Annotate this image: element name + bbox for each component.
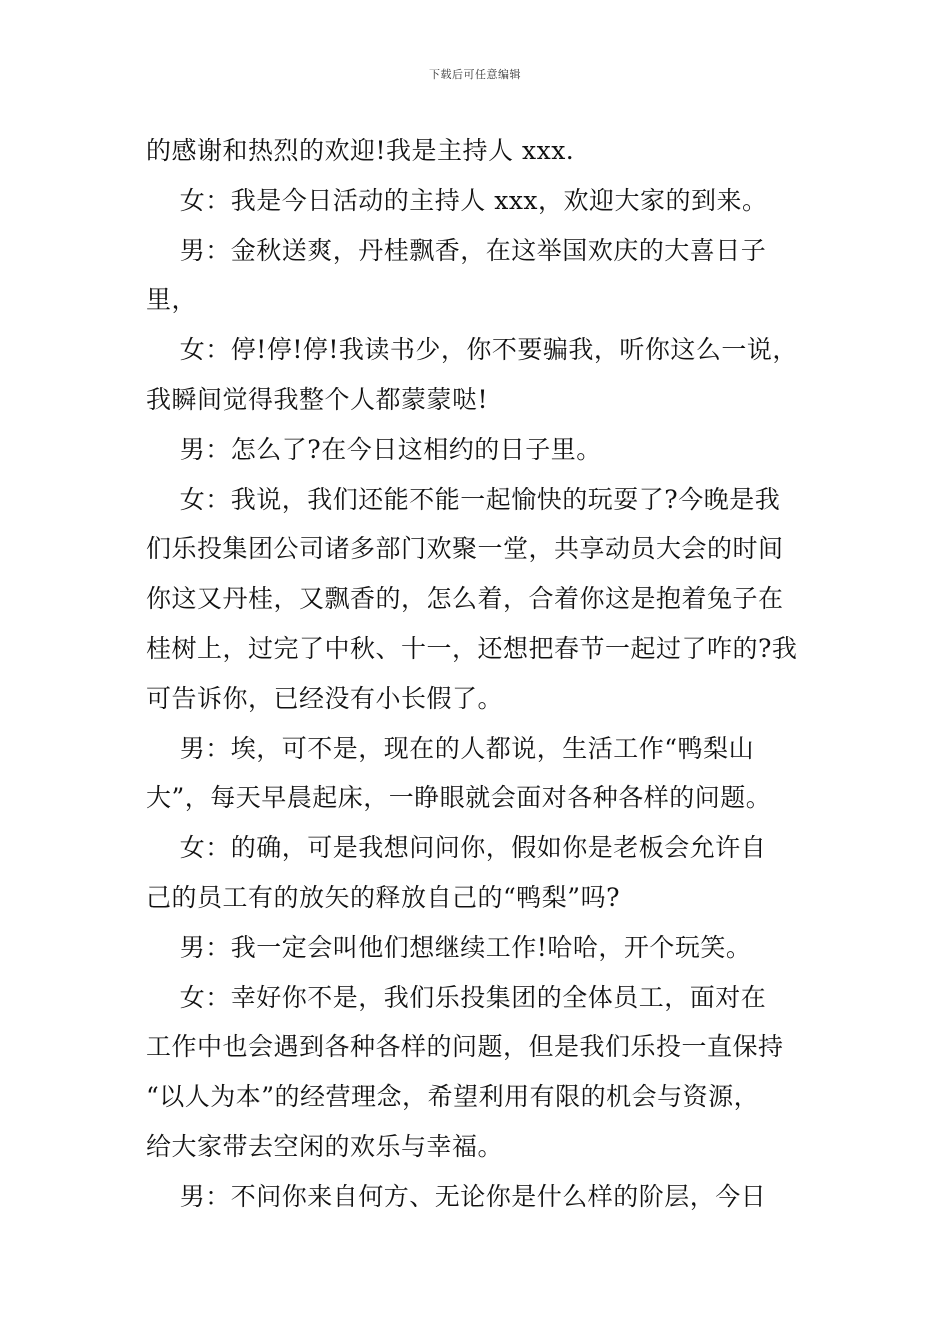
text-line: 男：怎么了?在今日这相约的日子里。 — [146, 434, 602, 464]
text-line: 男：我一定会叫他们想继续工作!哈哈，开个玩笑。 — [146, 932, 752, 962]
text-line: 女：停!停!停!我读书少，你不要骗我，听你这么一说， — [146, 335, 798, 365]
text-line: 己的员工有的放矢的释放自己的“鸭梨”吗? — [146, 882, 620, 912]
text-line: 的感谢和热烈的欢迎!我是主持人 xxx. — [146, 136, 575, 165]
text-line: 大”，每天早晨起床，一睁眼就会面对各种各样的问题。 — [146, 783, 772, 813]
text-line: 桂树上，过完了中秋、十一，还想把春节一起过了咋的?我 — [146, 633, 798, 663]
body-text — [146, 126, 814, 1222]
text-line: 们乐投集团公司诸多部门欢聚一堂，共享动员大会的时间 — [146, 534, 784, 564]
text-line: 可告诉你，已经没有小长假了。 — [146, 683, 504, 713]
text-line: “以人为本”的经营理念，希望利用有限的机会与资源， — [146, 1082, 760, 1112]
text-line: 女：的确，可是我想问问你，假如你是老板会允许自 — [146, 833, 767, 863]
text-line: 里， — [146, 285, 198, 315]
text-line: 男：埃，可不是，现在的人都说，生活工作“鸭梨山 — [146, 733, 755, 763]
text-line: 女：幸好你不是，我们乐投集团的全体员工，面对在 — [146, 982, 767, 1012]
page-header-note: 下载后可任意编辑 — [429, 68, 521, 81]
text-line: 我瞬间觉得我整个人都蒙蒙哒! — [146, 384, 489, 414]
text-line: 女：我是今日活动的主持人 xxx，欢迎大家的到来。 — [146, 185, 768, 215]
text-line: 你这又丹桂，又飘香的，怎么着，合着你这是抱着兔子在 — [146, 584, 784, 614]
text-line: 给大家带去空闲的欢乐与幸福。 — [146, 1131, 504, 1161]
text-line: 工作中也会遇到各种各样的问题，但是我们乐投一直保持 — [146, 1032, 784, 1062]
text-line: 男：金秋送爽，丹桂飘香，在这举国欢庆的大喜日子 — [146, 235, 767, 265]
text-line: 女：我说，我们还能不能一起愉快的玩耍了?今晚是我 — [146, 484, 781, 514]
text-line: 男：不问你来自何方、无论你是什么样的阶层，今日 — [146, 1181, 767, 1211]
